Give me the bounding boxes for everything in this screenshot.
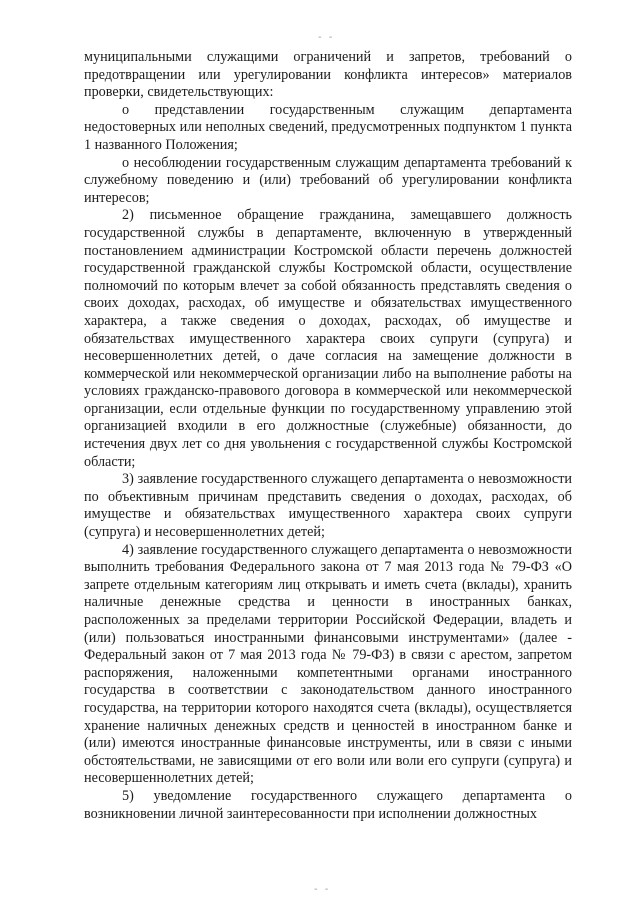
header-scan-mark: - - <box>318 32 335 43</box>
footer-scan-mark: - - <box>314 884 331 895</box>
paragraph-non-compliance: о несоблюдении государственным служащим департамента требований к служебному поведению и (или) требований об урегулировании конфликта интересов; <box>84 154 572 206</box>
document-body <box>84 49 572 823</box>
paragraph-intro-continuation: муниципальными служащими ограничений и запретов, требований о предотвращении или урегулировании конфликта интересов» материалов проверки, свидетельствующих: <box>84 49 572 101</box>
paragraph-item-5: 5) уведомление государственного служащего департамента о возникновении личной заинтересованности при исполнении должностных <box>84 787 572 822</box>
paragraph-inaccurate-info: о представлении государственным служащим департамента недостоверных или неполных сведений, предусмотренных подпунктом 1 пункта 1 названного Положения; <box>84 101 572 153</box>
paragraph-item-3: 3) заявление государственного служащего департамента о невозможности по объективным причинам представить сведения о доходах, расходах, об имуществе и обязательствах имущественного характера своих супруги (супруга) и несовершеннолетних детей; <box>84 471 572 541</box>
paragraph-item-2: 2) письменное обращение гражданина, замещавшего должность государственной службы в департаменте, включенную в утвержденный постановлением администрации Костромской области перечень должностей государственной гражданской службы Костромской области, осуществление полномочий по которым влечет за собой обязанность представлять сведения о своих доходах, расходах, об имуществе и обязательствах имущественного характера, а также сведения о доходах, расходах, об имуществе и обязательствах имущественного характера своих супруги (супруга) и несовершеннолетних детей, о даче согласия на замещение должности в коммерческой или некоммерческой организации либо на выполнение работы на условиях гражданско-правового договора в коммерческой или некоммерческой организации, если отдельные функции по государственному управлению этой организацией входили в его должностные (служебные) обязанности, до истечения двух лет со дня увольнения с государственной службы Костромской области; <box>84 207 572 470</box>
paragraph-item-4: 4) заявление государственного служащего департамента о невозможности выполнить требования Федерального закона от 7 мая 2013 года № 79-ФЗ «О запрете отдельным категориям лиц открывать и иметь счета (вклады), хранить наличные денежные средства и ценности в иностранных банках, расположенных за пределами территории Российской Федерации, владеть и (или) пользоваться иностранными финансовыми инструментами» (далее - Федеральный закон от 7 мая 2013 года № 79-ФЗ) в связи с арестом, запретом распоряжения, наложенными компетентными органами иностранного государства в соответствии с законодательством данного иностранного государства, на территории которого находятся счета (вклады), осуществляется хранение наличных денежных средств и ценностей в иностранном банке и (или) имеются иностранные финансовые инструменты, или в связи с иными обстоятельствами, не зависящими от его воли или воли его супруги (супруга) и несовершеннолетних детей; <box>84 541 572 787</box>
